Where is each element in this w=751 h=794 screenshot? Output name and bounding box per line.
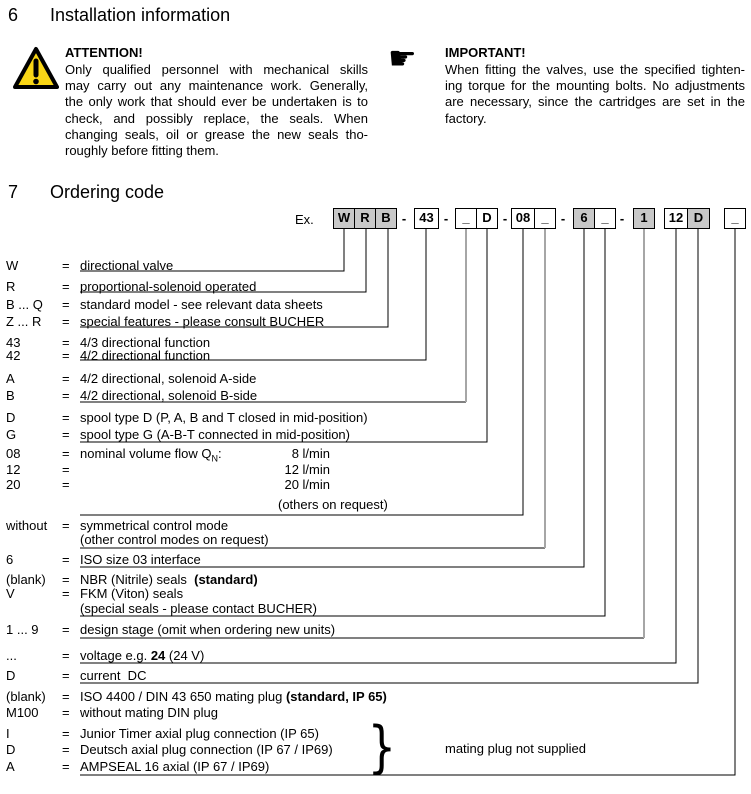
row-description: NBR (Nitrile) seals (standard) <box>80 572 258 587</box>
ordering-row <box>0 689 751 704</box>
attention-line: roughly before fitting them. <box>65 143 219 159</box>
row-code: G <box>6 427 17 442</box>
row-code: 08 <box>6 446 21 461</box>
code-box-w: W <box>333 208 355 229</box>
row-code: without <box>6 518 48 533</box>
row-description: spool type D (P, A, B and T closed in mid-position) <box>80 410 368 425</box>
equals-sign: = <box>62 705 70 720</box>
row-description: FKM (Viton) seals <box>80 586 184 601</box>
row-description: standard model - see relevant data sheets <box>80 297 323 312</box>
ordering-row <box>0 279 751 294</box>
box-separator: - <box>443 211 449 226</box>
attention-line: changing seals, oil or grease the new seals tho- <box>65 126 368 142</box>
code-box-43: 43 <box>414 208 439 229</box>
ordering-row <box>0 462 751 477</box>
code-box-blank-1: _ <box>455 208 477 229</box>
ordering-row <box>0 586 751 601</box>
ordering-row <box>0 388 751 403</box>
attention-line: Only qualified personnel with mechanical skills <box>65 62 368 77</box>
equals-sign: = <box>62 477 70 492</box>
equals-sign: = <box>62 552 70 567</box>
code-box-12: 12 <box>664 208 688 229</box>
ordering-row <box>0 668 751 683</box>
row-description: AMPSEAL 16 axial (IP 67 / IP69) <box>80 759 270 774</box>
section-7-title: Ordering code <box>50 182 165 202</box>
equals-sign: = <box>62 572 70 587</box>
box-separator: - <box>502 211 508 226</box>
row-code: R <box>6 279 16 294</box>
equals-sign: = <box>62 742 70 757</box>
subscript-n: N <box>211 453 218 464</box>
row-continuation: (other control modes on request) <box>80 532 269 547</box>
code-box-1: 1 <box>633 208 655 229</box>
ordering-row <box>0 518 751 533</box>
equals-sign: = <box>62 258 70 273</box>
row-code: (blank) <box>6 689 46 704</box>
section-6-number: 6 <box>8 5 19 25</box>
row-description: 4/2 directional function <box>80 348 211 363</box>
row-code: B ... Q <box>6 297 43 312</box>
ordering-row <box>0 622 751 637</box>
row-code: 12 <box>6 462 21 477</box>
box-separator: - <box>560 211 566 226</box>
grouping-brace: } <box>367 715 397 780</box>
row-code: A <box>6 371 15 386</box>
equals-sign: = <box>62 314 70 329</box>
code-box-d-current: D <box>687 208 710 229</box>
row-note: (others on request) <box>278 497 388 512</box>
equals-sign: = <box>62 427 70 442</box>
important-line: When fitting the valves, use the specified tighten- <box>445 62 745 77</box>
equals-sign: = <box>62 335 70 350</box>
ordering-row <box>0 552 751 567</box>
row-description: ISO 4400 / DIN 43 650 mating plug (standard, IP 65) <box>80 689 387 704</box>
ordering-row <box>0 258 751 273</box>
equals-sign: = <box>62 726 70 741</box>
flow-value: 20 l/min <box>284 477 330 492</box>
row-code: D <box>6 668 16 683</box>
row-code: A <box>6 759 15 774</box>
section-6-title: Installation information <box>50 5 231 25</box>
equals-sign: = <box>62 446 70 461</box>
important-line: factory. <box>445 110 487 126</box>
row-description: spool type G (A-B-T connected in mid-position) <box>80 427 350 442</box>
row-code: I <box>6 726 10 741</box>
row-code: 6 <box>6 552 14 567</box>
row-continuation: (special seals - please contact BUCHER) <box>80 601 317 616</box>
equals-sign: = <box>62 388 70 403</box>
row-code: 1 ... 9 <box>6 622 39 637</box>
box-separator: - <box>401 211 407 226</box>
code-box-r: R <box>354 208 376 229</box>
ordering-row <box>0 446 751 464</box>
code-box-6: 6 <box>573 208 595 229</box>
row-description: Junior Timer axial plug connection (IP 65) <box>80 726 319 741</box>
attention-heading: ATTENTION! <box>65 45 143 60</box>
attention-line: the only work that should ever be undertaken is to <box>65 94 368 110</box>
row-description: ISO size 03 interface <box>80 552 201 567</box>
box-separator: - <box>619 211 625 226</box>
important-line: are necessary, since the cartridges are set in the <box>445 94 745 110</box>
row-description: Deutsch axial plug connection (IP 67 / IP69) <box>80 742 333 757</box>
equals-sign: = <box>62 371 70 386</box>
equals-sign: = <box>62 518 70 533</box>
row-description: directional valve <box>80 258 174 273</box>
important-line: ing torque for the mounting bolts. No adjustments <box>445 78 745 94</box>
ordering-row <box>0 497 751 512</box>
ordering-row <box>0 371 751 386</box>
ordering-row <box>0 572 751 587</box>
code-box-d-spool: D <box>476 208 498 229</box>
row-code: V <box>6 586 15 601</box>
equals-sign: = <box>62 410 70 425</box>
ordering-row <box>0 477 751 492</box>
equals-sign: = <box>62 622 70 637</box>
equals-sign: = <box>62 462 70 477</box>
code-box-08: 08 <box>511 208 535 229</box>
important-heading: IMPORTANT! <box>445 45 526 60</box>
equals-sign: = <box>62 279 70 294</box>
example-label: Ex. <box>295 212 314 227</box>
equals-sign: = <box>62 759 70 774</box>
important-text <box>445 62 745 127</box>
attention-line: check, and possibly replace, the seals. When <box>65 110 368 126</box>
row-code: W <box>6 258 19 273</box>
pointing-hand-icon: ☛ <box>388 39 417 77</box>
row-code: M100 <box>6 705 39 720</box>
code-box-blank-3: _ <box>594 208 616 229</box>
ordering-row <box>0 297 751 312</box>
code-box-blank-4: _ <box>724 208 746 229</box>
row-code: 42 <box>6 348 21 363</box>
ordering-row <box>0 348 751 363</box>
row-code: ... <box>6 648 17 663</box>
ordering-row <box>0 648 751 663</box>
row-description: 4/2 directional, solenoid B-side <box>80 388 258 403</box>
row-code: B <box>6 388 15 403</box>
row-description: design stage (omit when ordering new units) <box>80 622 336 637</box>
row-code: 43 <box>6 335 21 350</box>
equals-sign: = <box>62 348 70 363</box>
row-description: 4/3 directional function <box>80 335 211 350</box>
equals-sign: = <box>62 689 70 704</box>
equals-sign: = <box>62 668 70 683</box>
row-description: special features - please consult BUCHER <box>80 314 325 329</box>
equals-sign: = <box>62 297 70 312</box>
ordering-row <box>0 410 751 425</box>
row-description: symmetrical control mode <box>80 518 229 533</box>
row-code: Z ... R <box>6 314 42 329</box>
equals-sign: = <box>62 648 70 663</box>
row-code: D <box>6 410 16 425</box>
row-description: 4/2 directional, solenoid A-side <box>80 371 257 386</box>
row-code: 20 <box>6 477 21 492</box>
row-description: nominal volume flow $Q_N$: <box>80 446 222 464</box>
section-7-number: 7 <box>8 182 19 202</box>
row-description: without mating DIN plug <box>80 705 219 720</box>
row-code: (blank) <box>6 572 46 587</box>
attention-text <box>65 62 368 159</box>
ordering-row <box>0 532 751 547</box>
ordering-row <box>0 314 751 329</box>
code-box-blank-2: _ <box>534 208 556 229</box>
row-description: current DC <box>80 668 147 683</box>
ordering-row <box>0 601 751 616</box>
attention-line: may carry out any maintenance work. Generally, <box>65 78 368 94</box>
ordering-row <box>0 427 751 442</box>
equals-sign: = <box>62 586 70 601</box>
plug-note: mating plug not supplied <box>445 741 586 756</box>
flow-value: 8 l/min <box>291 446 330 461</box>
row-description: proportional-solenoid operated <box>80 279 257 294</box>
warning-triangle-icon <box>13 45 59 96</box>
row-code: D <box>6 742 16 757</box>
flow-value: 12 l/min <box>284 462 330 477</box>
row-description: voltage e.g. 24 (24 V) <box>80 648 205 663</box>
code-box-b: B <box>375 208 397 229</box>
